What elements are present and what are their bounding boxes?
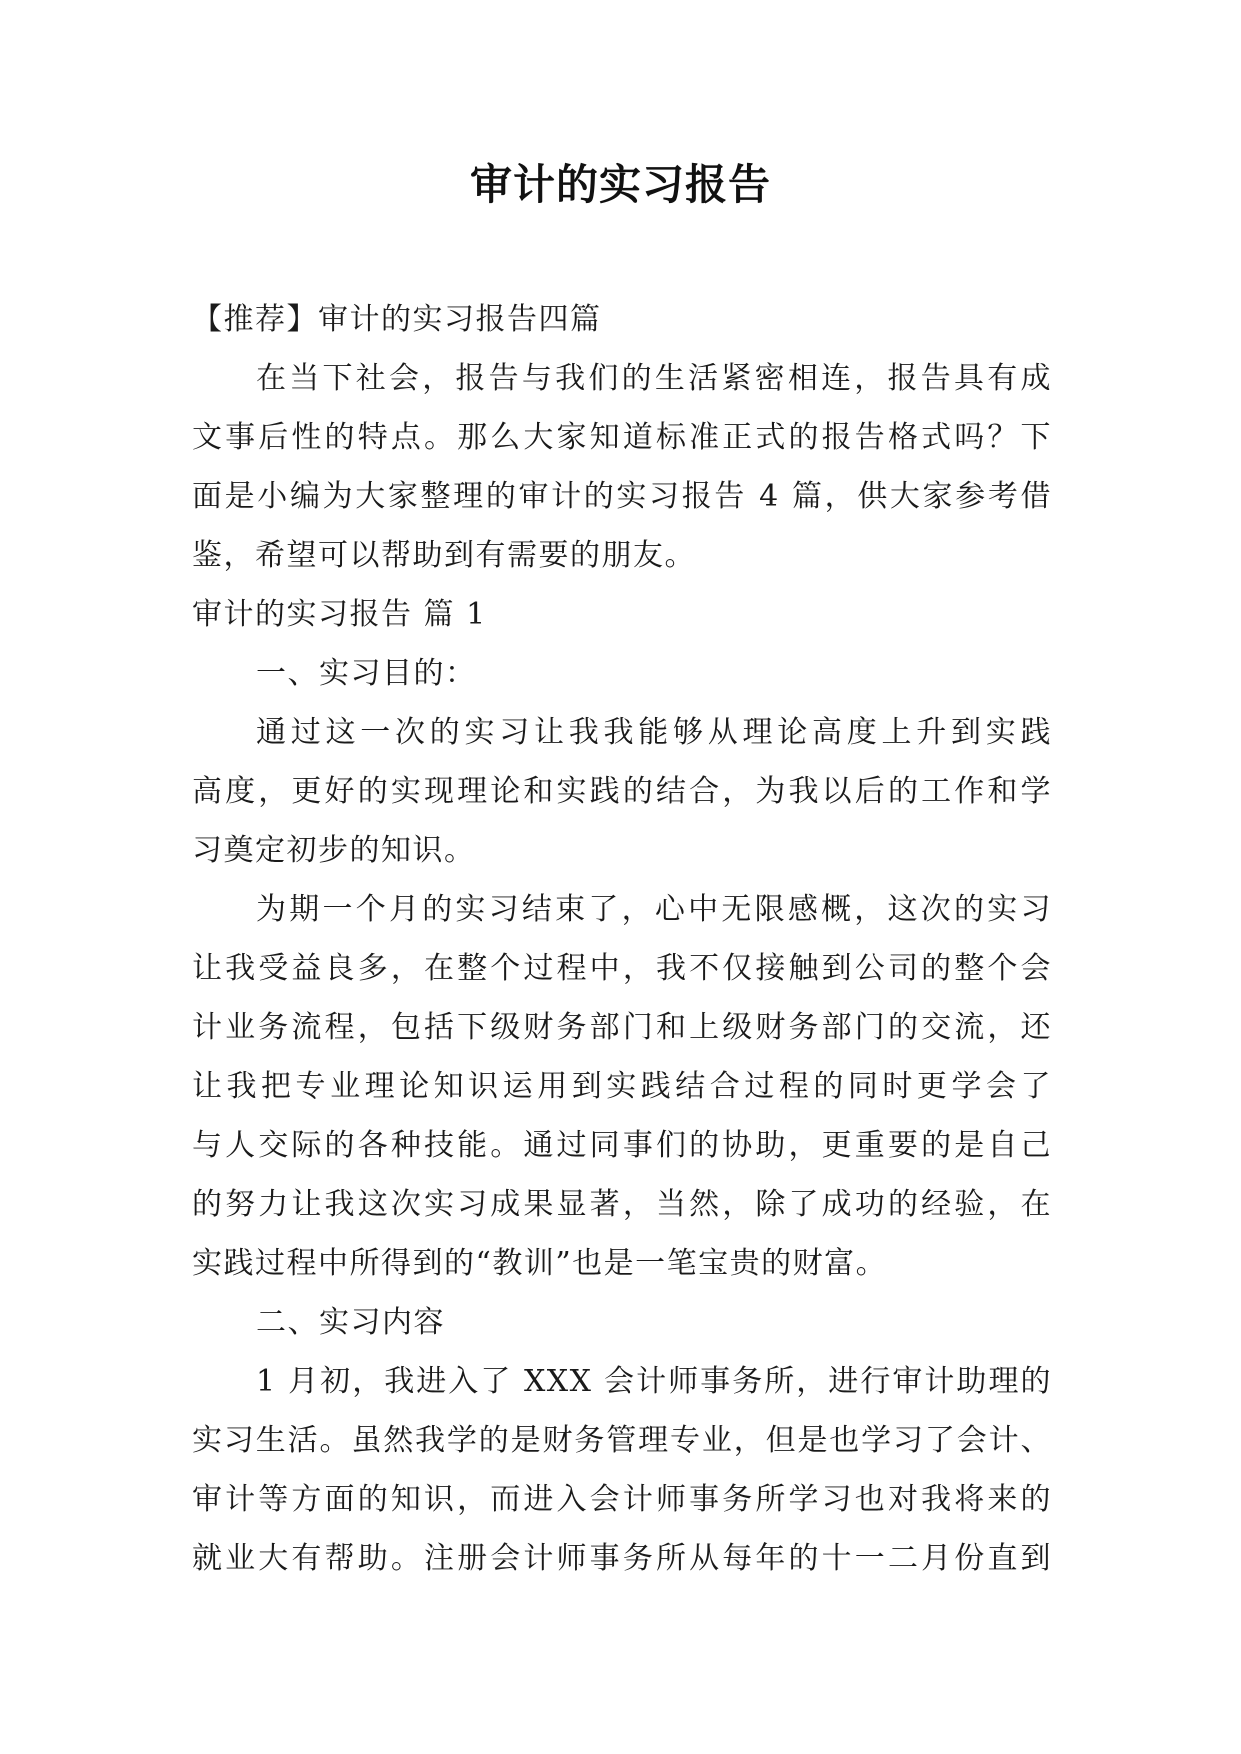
- paragraph-line: 就业大有帮助。注册会计师事务所从每年的十一二月份直到: [192, 1541, 1052, 1576]
- subsection-heading: 一、实习目的：: [256, 656, 477, 691]
- paragraph-line: 在当下社会，报告与我们的生活紧密相连，报告具有成: [256, 361, 1052, 396]
- paragraph-line: 鉴，希望可以帮助到有需要的朋友。: [192, 538, 696, 573]
- section-heading: 审计的实习报告 篇 1: [192, 597, 487, 632]
- paragraph-line: 1 月初，我进入了 XXX 会计师事务所，进行审计助理的: [256, 1364, 1052, 1399]
- document-body: [192, 290, 1052, 1588]
- paragraph-line: 的努力让我这次实习成果显著，当然，除了成功的经验，在: [192, 1187, 1052, 1222]
- paragraph-line: 通过这一次的实习让我我能够从理论高度上升到实践: [256, 715, 1052, 750]
- paragraph-line: 高度，更好的实现理论和实践的结合，为我以后的工作和学: [192, 774, 1052, 809]
- paragraph-line: 审计等方面的知识，而进入会计师事务所学习也对我将来的: [192, 1482, 1052, 1517]
- paragraph-line: 实践过程中所得到的“教训”也是一笔宝贵的财富。: [192, 1246, 888, 1281]
- document-title: 审计的实习报告: [469, 160, 771, 209]
- paragraph-line: 计业务流程，包括下级财务部门和上级财务部门的交流，还: [192, 1010, 1052, 1045]
- paragraph-line: 为期一个月的实习结束了，心中无限感概，这次的实习: [256, 892, 1052, 927]
- paragraph-line: 与人交际的各种技能。通过同事们的协助，更重要的是自己: [192, 1128, 1052, 1163]
- paragraph-line: 实习生活。虽然我学的是财务管理专业，但是也学习了会计、: [192, 1423, 1052, 1458]
- paragraph-line: 习奠定初步的知识。: [192, 833, 476, 868]
- paragraph-line: 让我受益良多，在整个过程中，我不仅接触到公司的整个会: [192, 951, 1052, 986]
- subsection-heading: 二、实习内容: [256, 1305, 445, 1340]
- paragraph-line: 面是小编为大家整理的审计的实习报告 4 篇，供大家参考借: [192, 479, 1052, 514]
- paragraph-line: 文事后性的特点。那么大家知道标准正式的报告格式吗？下: [192, 420, 1052, 455]
- paragraph-line: 让我把专业理论知识运用到实践结合过程的同时更学会了: [192, 1069, 1052, 1104]
- recommend-heading: 【推荐】审计的实习报告四篇: [192, 302, 602, 337]
